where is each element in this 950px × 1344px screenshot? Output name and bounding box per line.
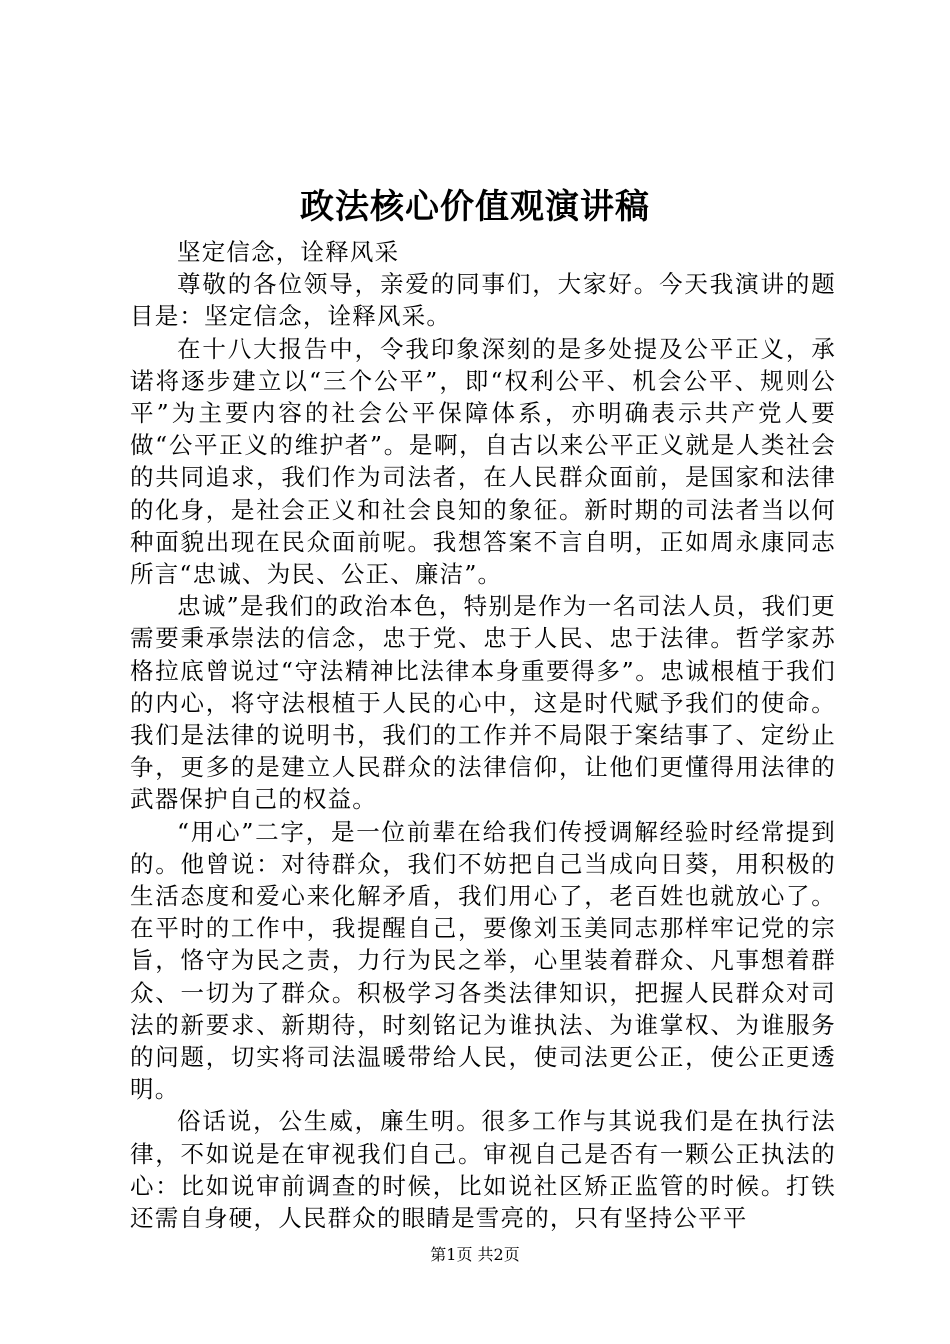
- page-number: 第1页 共2页: [430, 1245, 520, 1264]
- document-body: [130, 236, 836, 1234]
- paragraph-fairness: 在十八大报告中，令我印象深刻的是多处提及公平正义，承诺将逐步建立以“三个公平”，即“权利公平、机会公平、规则公平”为主要内容的社会公平保障体系，亦明确表示共产党人要做“公平正义的维护者”。是啊，自古以来公平正义就是人类社会的共同追求，我们作为司法者，在人民群众面前，是国家和法律的化身，是社会正义和社会良知的象征。新时期的司法者当以何种面貌出现在民众面前呢。我想答案不言自明，正如周永康同志所言“忠诚、为民、公正、廉洁”。: [130, 334, 836, 589]
- paragraph-subtitle: 坚定信念，诠释风采: [177, 238, 400, 266]
- paragraph-dedication: “用心”二字，是一位前辈在给我们传授调解经验时经常提到的。他曾说：对待群众，我们不妨把自己当成向日葵，用积极的生活态度和爱心来化解矛盾，我们用心了，老百姓也就放心了。在平时的工作中，我提醒自己，要像刘玉美同志那样牢记党的宗旨，恪守为民之责，力行为民之举，心里装着群众、凡事想着群众、一切为了群众。积极学习各类法律知识，把握人民群众对司法的新要求、新期待，时刻铭记为谁执法、为谁掌权、为谁服务的问题，切实将司法温暖带给人民，使司法更公正，使公正更透明。: [130, 817, 836, 1104]
- paragraph-greeting: 尊敬的各位领导，亲爱的同事们，大家好。今天我演讲的题目是：坚定信念，诠释风采。: [130, 270, 836, 331]
- document-title: 政法核心价值观演讲稿: [300, 187, 650, 227]
- paragraph-integrity: 俗话说，公生威，廉生明。很多工作与其说我们是在执行法律，不如说是在审视我们自己。审视自己是否有一颗公正执法的心：比如说审前调查的时候，比如说社区矫正监管的时候。打铁还需自身硬，人民群众的眼睛是雪亮的，只有坚持公平平: [130, 1107, 836, 1233]
- paragraph-loyalty: 忠诚”是我们的政治本色，特别是作为一名司法人员，我们更需要秉承崇法的信念，忠于党、忠于人民、忠于法律。哲学家苏格拉底曾说过“守法精神比法律本身重要得多”。忠诚根植于我们的内心，将守法根植于人民的心中，这是时代赋予我们的使命。我们是法律的说明书，我们的工作并不局限于案结事了、定纷止争，更多的是建立人民群众的法律信仰，让他们更懂得用法律的武器保护自己的权益。: [130, 592, 836, 814]
